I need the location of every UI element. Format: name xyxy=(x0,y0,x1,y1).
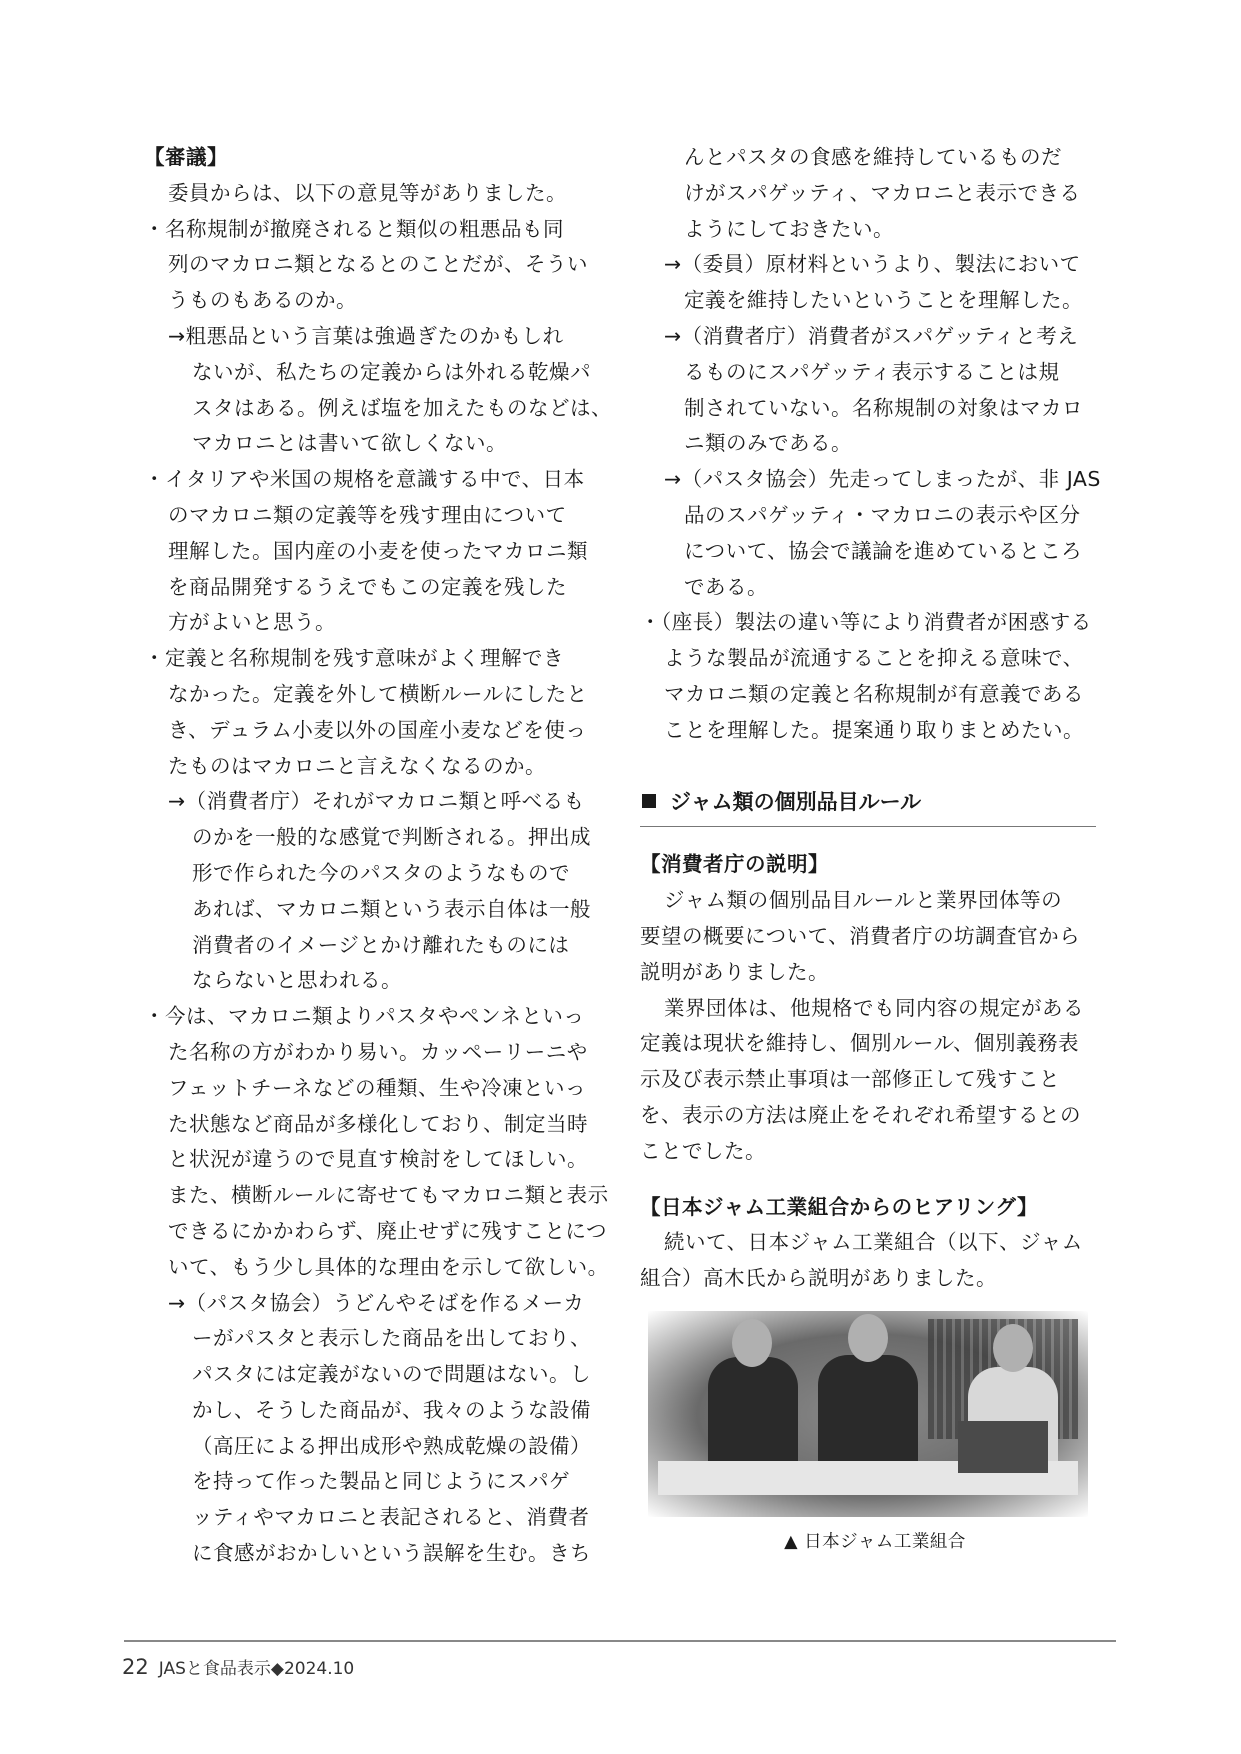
text-line: かし、そうした商品が、我々のような設備 xyxy=(192,1397,591,1422)
text-line: ならないと思われる。 xyxy=(192,968,402,993)
text-line: フェットチーネなどの種類、生や冷凍といっ xyxy=(168,1075,586,1100)
text-line: けがスパゲッティ、マカロニと表示できる xyxy=(684,180,1081,205)
right-column xyxy=(640,140,1110,1561)
text-line: （高圧による押出成形や熟成乾燥の設備） xyxy=(192,1433,591,1458)
footer-divider xyxy=(124,1640,1116,1642)
text-line: 示及び表示禁止事項は一部修正して残すこと xyxy=(640,1067,1060,1092)
meeting-photo xyxy=(648,1311,1088,1517)
text-line: 定義は現状を維持し、個別ルール、個別義務表 xyxy=(640,1031,1079,1056)
text-line: た名称の方がわかり易い。カッペーリーニや xyxy=(168,1039,588,1064)
person-head xyxy=(848,1314,888,1362)
text-line: と状況が違うので見直す検討をしてほしい。 xyxy=(168,1147,588,1172)
text-line: →（パスタ協会）うどんやそばを作るメーカ xyxy=(168,1290,585,1315)
text-line: き、デュラム小麦以外の国産小麦などを使っ xyxy=(168,717,587,742)
person xyxy=(708,1357,798,1467)
text-line: るものにスパゲッティ表示することは規 xyxy=(684,359,1060,384)
text-line: 列のマカロニ類となるとのことだが、そうい xyxy=(168,252,588,277)
text-line: ような製品が流通することを抑える意味で、 xyxy=(664,646,1084,671)
text-line: 理解した。国内産の小麦を使ったマカロニ類 xyxy=(168,538,588,563)
text-line: ようにしておきたい。 xyxy=(684,216,894,241)
text-line: また、横断ルールに寄せてもマカロニ類と表示 xyxy=(168,1183,609,1208)
text-line: いて、もう少し具体的な理由を示して欲しい。 xyxy=(168,1254,609,1279)
text-line: →（消費者庁）それがマカロニ類と呼べるも xyxy=(168,789,585,814)
text-line: ・イタリアや米国の規格を意識する中で、日本 xyxy=(144,467,585,492)
text-line: →粗悪品という言葉は強過ぎたのかもしれ xyxy=(168,323,564,348)
jam-hearing-body xyxy=(640,1225,1110,1297)
text-line: 消費者のイメージとかけ離れたものには xyxy=(192,932,570,957)
text-line: うものもあるのか。 xyxy=(168,288,357,313)
text-line: 組合）高木氏から説明がありました。 xyxy=(640,1266,997,1291)
text-line: たものはマカロニと言えなくなるのか。 xyxy=(168,753,546,778)
subheading-jam-hearing: 【日本ジャム工業組合からのヒアリング】 xyxy=(640,1194,1038,1219)
text-line: →（パスタ協会）先走ってしまったが、非 JAS xyxy=(664,467,1101,492)
text-line: 説明がありました。 xyxy=(640,959,829,984)
photo-caption: ▲ 日本ジャム工業組合 xyxy=(784,1531,966,1552)
section-heading-deliberation: 【審議】 xyxy=(144,145,228,169)
text-line: を、表示の方法は廃止をそれぞれ希望するとの xyxy=(640,1102,1081,1127)
laptop xyxy=(958,1421,1048,1473)
text-line: ことでした。 xyxy=(640,1138,766,1163)
text-line: マカロニ類の定義と名称規制が有意義である xyxy=(664,681,1084,706)
text-line: ・名称規制が撤廃されると類似の粗悪品も同 xyxy=(144,216,564,241)
page-footer xyxy=(122,1654,354,1679)
text-line: ・今は、マカロニ類よりパスタやペンネといっ xyxy=(144,1004,585,1029)
right-body-continued xyxy=(640,140,1110,749)
text-line: なかった。定義を外して横断ルールにしたと xyxy=(168,681,588,706)
text-line: んとパスタの食感を維持しているものだ xyxy=(684,145,1062,169)
text-line: ッティやマカロニと表記されると、消費者 xyxy=(192,1505,590,1530)
text-line: パスタには定義がないので問題はない。し xyxy=(192,1362,591,1387)
text-line: 業界団体は、他規格でも同内容の規定がある xyxy=(664,995,1084,1020)
text-line: ことを理解した。提案通り取りまとめたい。 xyxy=(664,717,1084,742)
section-title-jam: ジャム類の個別品目ルール xyxy=(640,785,1096,828)
text-line: 制されていない。名称規制の対象はマカロ xyxy=(684,395,1083,420)
publication-title: JASと食品表示◆2024.10 xyxy=(158,1659,355,1679)
person-head xyxy=(993,1324,1033,1372)
person xyxy=(818,1355,918,1467)
text-line: あれば、マカロニ類という表示自体は一般 xyxy=(192,896,591,921)
text-line: である。 xyxy=(684,574,768,599)
text-line: ニ類のみである。 xyxy=(684,431,852,456)
text-line: 定義を維持したいということを理解した。 xyxy=(684,288,1083,313)
text-line: ないが、私たちの定義からは外れる乾燥パ xyxy=(192,359,591,384)
left-body xyxy=(144,176,614,1572)
text-line: 品のスパゲッティ・マカロニの表示や区分 xyxy=(684,502,1081,527)
text-line: できるにかかわらず、廃止せずに残すことにつ xyxy=(168,1218,607,1243)
text-line: のかを一般的な感覚で判断される。押出成 xyxy=(192,825,591,850)
text-line: スタはある。例えば塩を加えたものなどは、 xyxy=(192,395,612,420)
text-line: に食感がおかしいという誤解を生む。きち xyxy=(192,1541,591,1566)
text-line: マカロニとは書いて欲しくない。 xyxy=(192,431,507,456)
person-head xyxy=(732,1319,772,1367)
text-line: →（消費者庁）消費者がスパゲッティと考え xyxy=(664,323,1079,348)
text-line: た状態など商品が多様化しており、制定当時 xyxy=(168,1111,588,1136)
subheading-caa-explanation: 【消費者庁の説明】 xyxy=(640,852,829,877)
text-line: →（委員）原材料というより、製法において xyxy=(664,252,1081,277)
text-line: 要望の概要について、消費者庁の坊調査官から xyxy=(640,923,1081,948)
text-line: を持って作った製品と同じようにスパゲ xyxy=(192,1469,570,1494)
text-line: ーがパスタと表示した商品を出しており、 xyxy=(192,1326,591,1351)
text-line: ジャム類の個別品目ルールと業界団体等の xyxy=(664,888,1063,913)
caa-explanation-body xyxy=(640,883,1110,1169)
text-line: 形で作られた今のパスタのようなもので xyxy=(192,860,570,885)
text-line: 続いて、日本ジャム工業組合（以下、ジャム xyxy=(664,1230,1083,1255)
page-number: 22 xyxy=(122,1655,149,1679)
text-line: 方がよいと思う。 xyxy=(168,610,336,635)
text-line: 委員からは、以下の意見等がありました。 xyxy=(168,180,567,205)
text-line: を商品開発するうえでもこの定義を残した xyxy=(168,574,567,599)
left-column xyxy=(144,140,614,1572)
text-line: について、協会で議論を進めているところ xyxy=(684,538,1083,563)
text-line: ・（座長）製法の違い等により消費者が困惑する xyxy=(640,610,1092,635)
text-line: のマカロニ類の定義等を残す理由について xyxy=(168,502,567,527)
square-bullet-icon xyxy=(642,794,656,808)
text-line: ・定義と名称規制を残す意味がよく理解でき xyxy=(144,646,564,671)
